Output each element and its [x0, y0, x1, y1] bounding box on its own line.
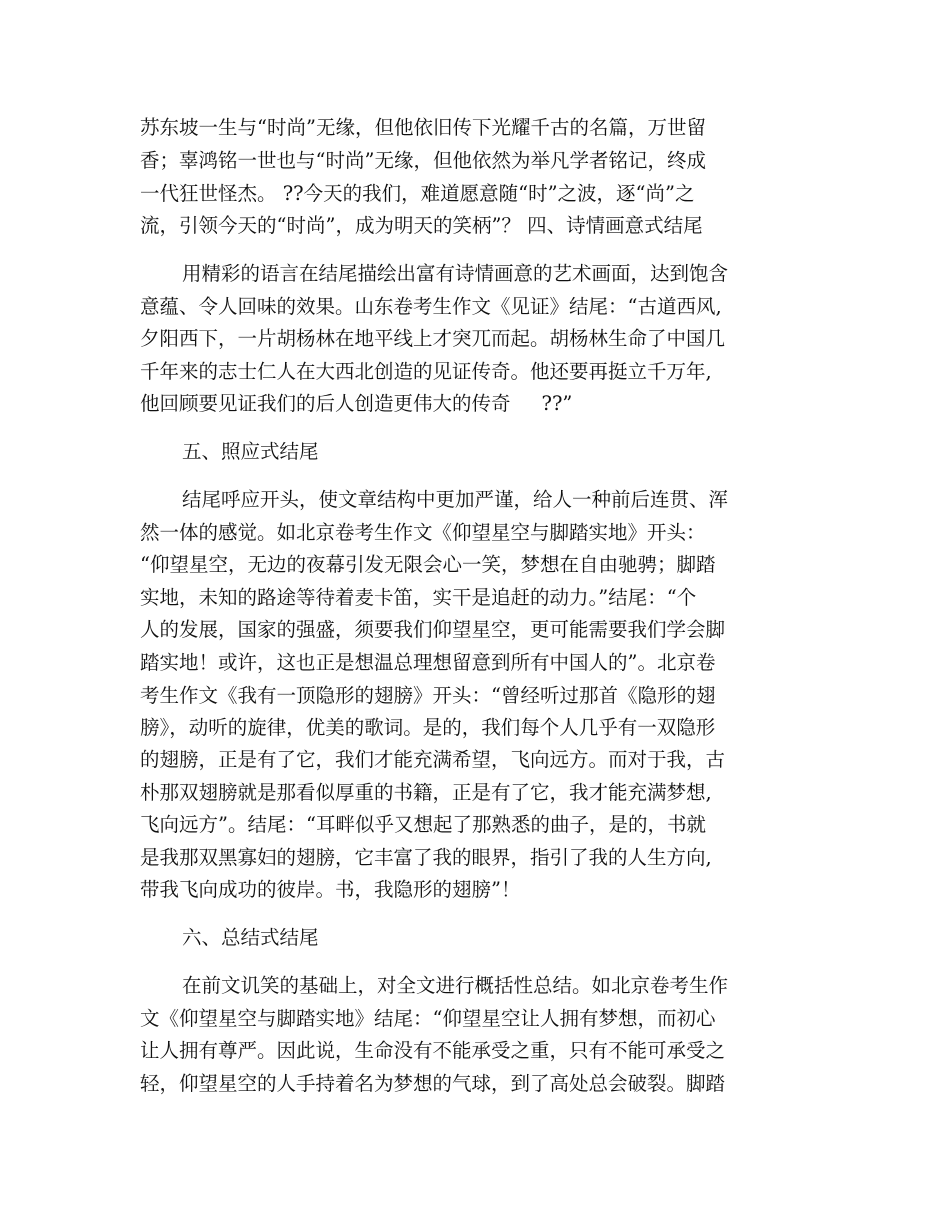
paragraph-3-line: 然一体的感觉。如北京卷考生作文《仰望星空与脚踏实地》开头： — [140, 521, 706, 544]
paragraph-3-line: 朴那双翅膀就是那看似厚重的书籍，正是有了它，我才能充满梦想, — [140, 781, 712, 804]
paragraph-1-line: 苏东坡一生与“时尚”无缘，但他依旧传下光耀千古的名篇，万世留 — [140, 116, 706, 139]
paragraph-3-line: 带我飞向成功的彼岸。书，我隐形的翅膀”！ — [140, 878, 521, 901]
paragraph-2-line: 千年来的志士仁人在大西北创造的见证传奇。他还要再挺立千万年, — [140, 360, 712, 383]
paragraph-1-line: 流，引领今天的“时尚”，成为明天的笑柄”？ 四、诗情画意式结尾 — [140, 214, 703, 237]
paragraph-4-line: 让人拥有尊严。因此说，生命没有不能承受之重，只有不能可承受之 — [140, 1039, 726, 1062]
paragraph-3-line: 是我那双黑寡妇的翅膀，它丰富了我的眼界，指引了我的人生方向, — [140, 846, 712, 869]
paragraph-3-line: 的翅膀，正是有了它，我们才能充满希望，飞向远方。而对于我，古 — [140, 748, 726, 771]
paragraph-3-line: 实地，未知的路途等待着麦卡笛，实干是追赶的动力。”结尾：“个 — [140, 586, 697, 609]
paragraph-2-line: 他回顾要见证我们的后人创造更伟大的传奇 ??” — [140, 392, 573, 415]
paragraph-2-line: 用精彩的语言在结尾描绘出富有诗情画意的艺术画面，达到饱含 — [182, 262, 729, 285]
section-heading: 六、总结式结尾 — [182, 926, 319, 949]
paragraph-4-line: 文《仰望星空与脚踏实地》结尾：“仰望星空让人拥有梦想，而初心 — [140, 1007, 716, 1030]
paragraph-3-line: 结尾呼应开头，使文章结构中更加严谨，给人一种前后连贯、浑 — [182, 488, 729, 511]
paragraph-3-line: 膀》，动听的旋律，优美的歌词。是的，我们每个人几乎有一双隐形 — [140, 716, 716, 739]
paragraph-2-line: 夕阳西下，一片胡杨林在地平线上才突兀而起。胡杨林生命了中国几 — [140, 327, 726, 350]
paragraph-1-line: 香；辜鸿铭一世也与“时尚”无缘，但他依然为举凡学者铭记，终成 — [140, 149, 706, 172]
paragraph-3-line: “仰望星空，无边的夜幕引发无限会心一笑，梦想在自由驰骋；脚踏 — [140, 553, 716, 576]
paragraph-3-line: 人的发展，国家的强盛，须要我们仰望星空，更可能需要我们学会脚 — [140, 618, 726, 641]
paragraph-1-line: 一代狂世怪杰。 ??今天的我们，难道愿意随“时”之波，逐“尚”之 — [140, 182, 695, 205]
section-heading: 五、照应式结尾 — [182, 440, 319, 463]
paragraph-3-line: 考生作文《我有一顶隐形的翅膀》开头：“曾经听过那首《隐形的翅 — [140, 684, 716, 707]
paragraph-4-line: 在前文讥笑的基础上，对全文进行概括性总结。如北京卷考生作 — [182, 974, 729, 997]
paragraph-3-line: 飞向远方”。结尾：“耳畔似乎又想起了那熟悉的曲子，是的，书就 — [140, 813, 706, 836]
paragraph-4-line: 轻，仰望星空的人手持着名为梦想的气球，到了高处总会破裂。脚踏 — [140, 1072, 726, 1095]
paragraph-2-line: 意蕴、令人回味的效果。山东卷考生作文《见证》结尾：“古道西风, — [140, 295, 722, 318]
paragraph-3-line: 踏实地！或许，这也正是想温总理想留意到所有中国人的”。北京卷 — [140, 651, 716, 674]
